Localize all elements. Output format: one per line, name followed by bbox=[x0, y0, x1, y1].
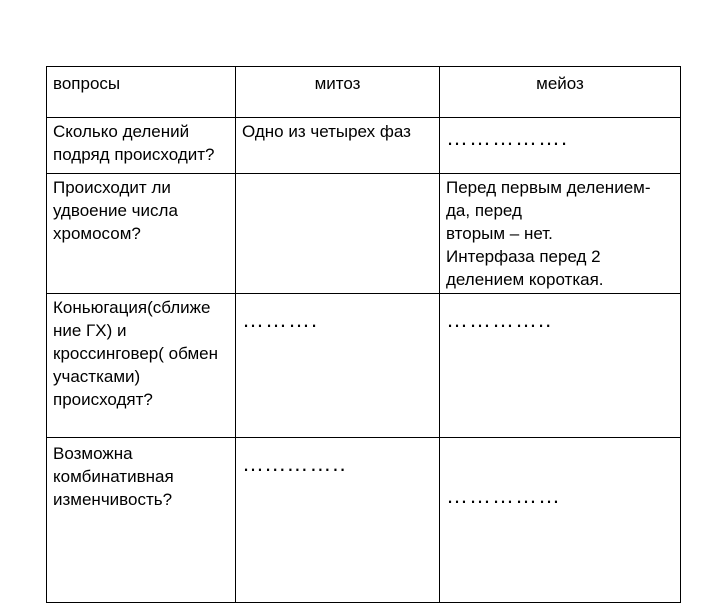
meiosis-cell bbox=[440, 174, 681, 294]
table-row bbox=[47, 294, 681, 438]
header-meiosis: мейоз bbox=[440, 67, 681, 118]
mitosis-text: Одно из четырех фаз bbox=[242, 122, 411, 141]
question-cell bbox=[47, 118, 236, 174]
table-row bbox=[47, 174, 681, 294]
mitosis-blank: …...…….. bbox=[242, 451, 347, 476]
question-text: Происходит ли удвоение числа хромосом? bbox=[53, 178, 178, 243]
meiosis-blank: …………… bbox=[446, 483, 561, 508]
mitosis-cell bbox=[236, 118, 440, 174]
question-text: Возможна комбинативная изменчивость? bbox=[53, 444, 174, 509]
question-text: Коньюгация(сближе ние ГХ) и кроссинговер( обмен участками) происходят? bbox=[53, 298, 218, 409]
question-cell bbox=[47, 438, 236, 603]
header-questions: вопросы bbox=[47, 67, 236, 118]
meiosis-cell bbox=[440, 438, 681, 603]
mitosis-cell bbox=[236, 438, 440, 603]
table-header-row bbox=[47, 67, 681, 118]
table-row bbox=[47, 118, 681, 174]
comparison-table bbox=[46, 66, 681, 603]
question-cell bbox=[47, 294, 236, 438]
mitosis-cell bbox=[236, 174, 440, 294]
meiosis-blank: ……………. bbox=[446, 125, 569, 150]
mitosis-cell bbox=[236, 294, 440, 438]
meiosis-text: Перед первым делением-да, перед вторым – нет. Интерфаза перед 2 делением короткая. bbox=[446, 178, 651, 289]
meiosis-cell bbox=[440, 294, 681, 438]
meiosis-cell bbox=[440, 118, 681, 174]
mitosis-blank: ………. bbox=[242, 307, 319, 332]
question-text: Сколько делений подряд происходит? bbox=[53, 122, 215, 164]
header-mitosis: митоз bbox=[236, 67, 440, 118]
table-row bbox=[47, 438, 681, 603]
question-cell bbox=[47, 174, 236, 294]
meiosis-blank: ………….. bbox=[446, 307, 553, 332]
